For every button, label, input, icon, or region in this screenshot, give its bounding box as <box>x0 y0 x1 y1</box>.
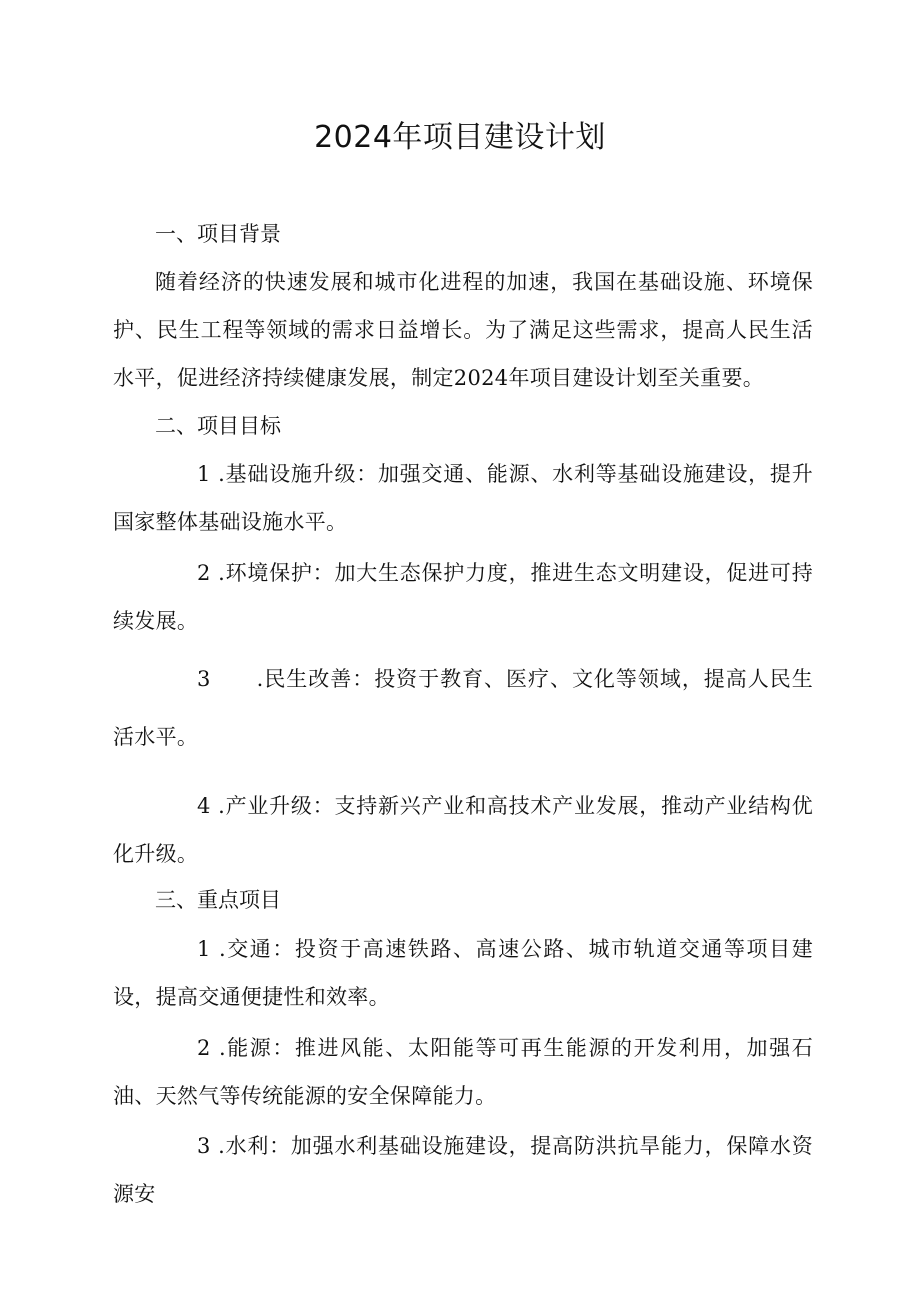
key-project-item-2-text: .能源：推进风能、太阳能等可再生能源的开发利用，加强石油、天然气等传统能源的安全保障能力。 <box>113 1036 813 1108</box>
goal-item-4-number: 4 <box>197 794 211 818</box>
goal-item-4-text: .产业升级：支持新兴产业和高技术产业发展，推动产业结构优化升级。 <box>113 794 813 866</box>
goal-item-3-text: .民生改善：投资于教育、医疗、文化等领域，提高人民生活水平。 <box>113 667 813 749</box>
key-project-item-3-number: 3 <box>197 1134 211 1158</box>
goal-item-1-text: .基础设施升级：加强交通、能源、水利等基础设施建设，提升国家整体基础设施水平。 <box>113 462 813 534</box>
section-heading-key-projects: 三、重点项目 <box>155 888 281 912</box>
goal-item-1-number: 1 <box>197 462 211 486</box>
goal-item-3 <box>113 650 813 766</box>
goal-item-2 <box>113 549 813 645</box>
key-project-item-1 <box>113 925 813 1021</box>
document-title: 2024年项目建设计划 <box>314 120 606 155</box>
section-heading-goals: 二、项目目标 <box>155 414 281 438</box>
goal-item-4 <box>113 782 813 878</box>
key-project-item-3 <box>113 1122 813 1218</box>
section-heading-background: 一、项目背景 <box>155 222 281 246</box>
key-project-item-2 <box>113 1024 813 1120</box>
key-project-item-1-number: 1 <box>197 937 211 961</box>
key-project-item-3-text: .水利：加强水利基础设施建设，提高防洪抗旱能力，保障水资源安 <box>113 1134 813 1206</box>
background-paragraph: 随着经济的快速发展和城市化进程的加速，我国在基础设施、环境保护、民生工程等领域的需求日益增长。为了满足这些需求，提高人民生活水平，促进经济持续健康发展，制定2024年项目建设计划至关重要。 <box>113 270 813 390</box>
goal-item-3-number: 3 <box>197 667 211 691</box>
goal-item-1 <box>113 450 813 546</box>
key-project-item-2-number: 2 <box>197 1036 211 1060</box>
goal-item-2-text: .环境保护：加大生态保护力度，推进生态文明建设，促进可持续发展。 <box>113 561 813 633</box>
key-project-item-1-text: .交通：投资于高速铁路、高速公路、城市轨道交通等项目建设，提高交通便捷性和效率。 <box>113 937 813 1009</box>
goal-item-2-number: 2 <box>197 561 211 585</box>
